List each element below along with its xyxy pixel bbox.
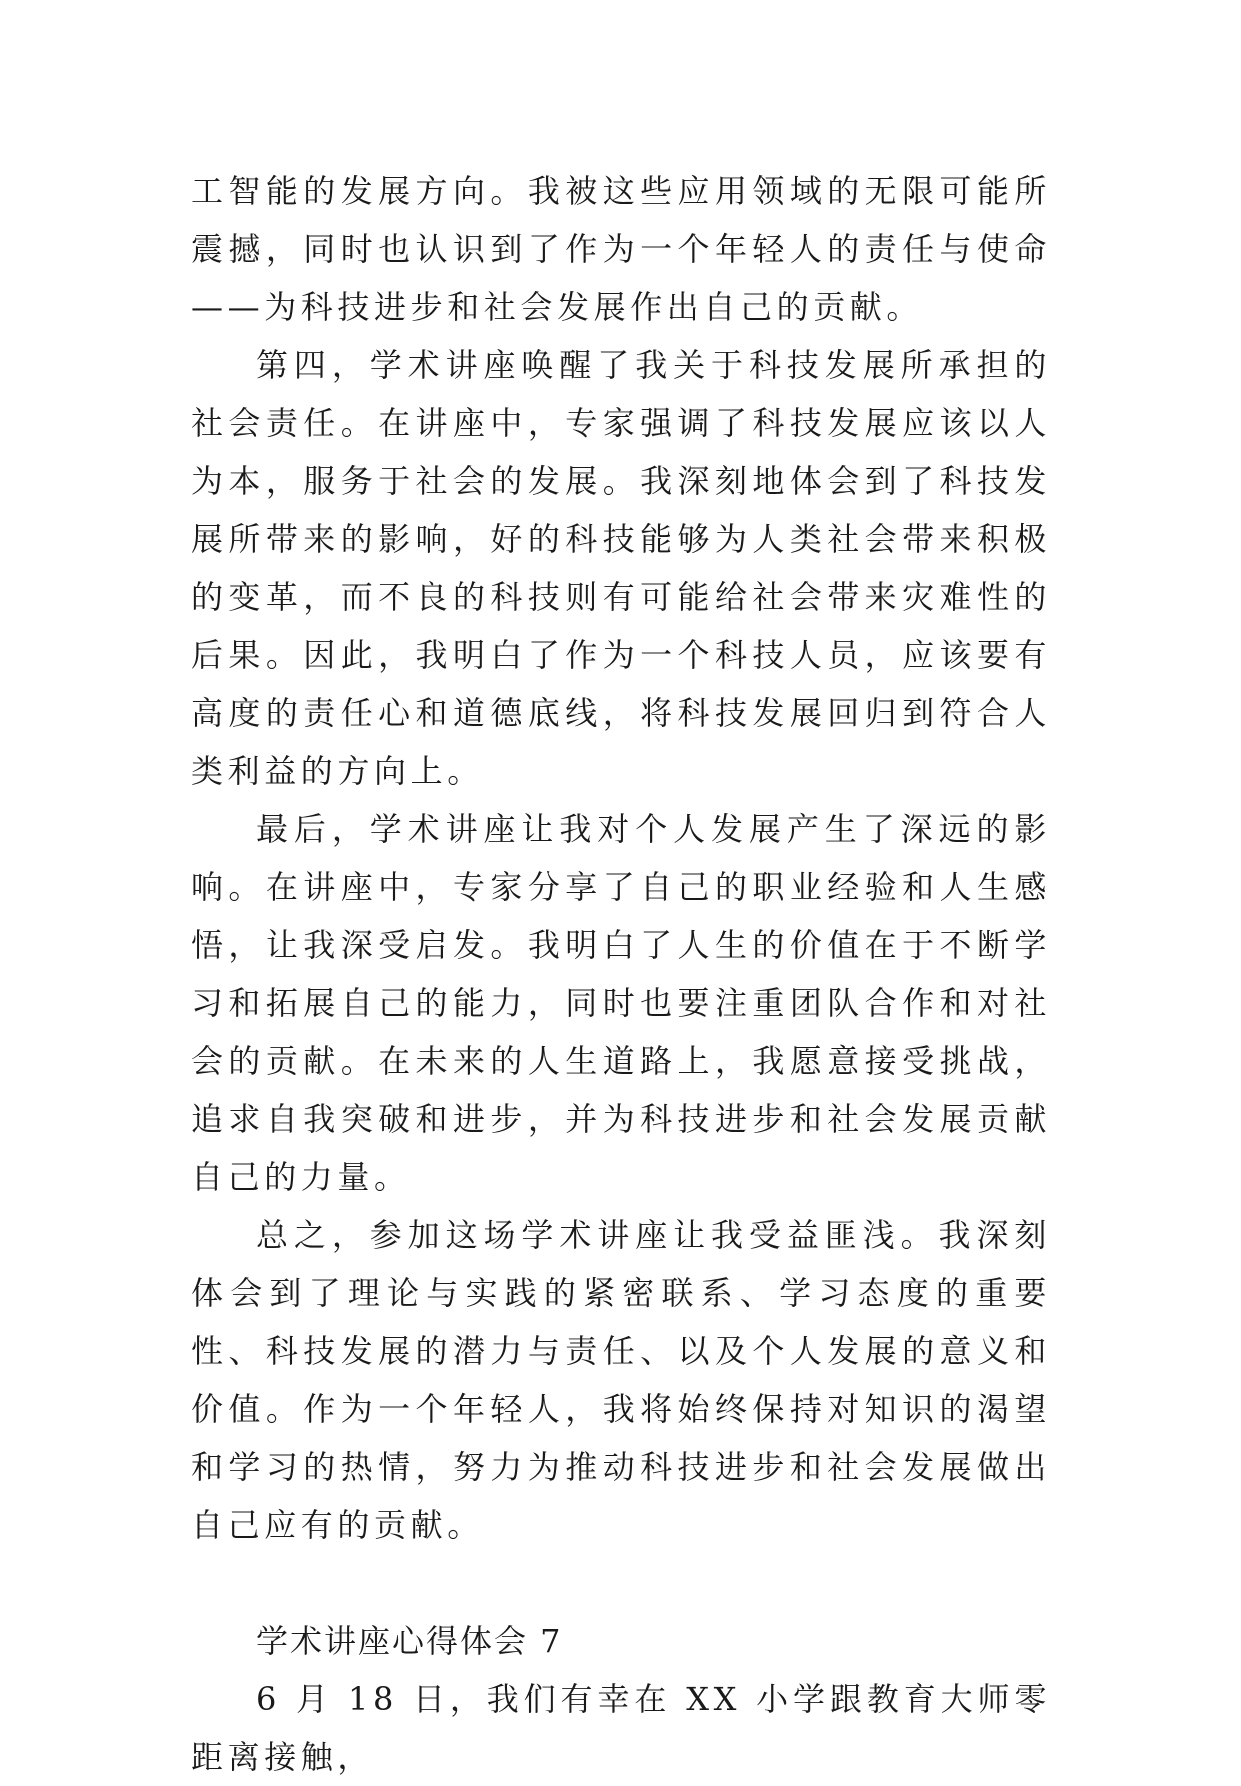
paragraph-fourth-point: 第四，学术讲座唤醒了我关于科技发展所承担的社会责任。在讲座中，专家强调了科技发展应该以人为本，服务于社会的发展。我深刻地体会到了科技发展所带来的影响，好的科技能够为人类社会带来积极的变革，而不良的科技则有可能给社会带来灾难性的后果。因此，我明白了作为一个科技人员，应该要有高度的责任心和道德底线，将科技发展回归到符合人类利益的方向上。 <box>191 346 1051 790</box>
paragraph-section-seven-start: 6 月 18 日，我们有幸在 XX 小学跟教育大师零距离接触， <box>191 1680 1051 1776</box>
document-body <box>191 162 1051 1786</box>
paragraph-continuation: 工智能的发展方向。我被这些应用领域的无限可能所震撼，同时也认识到了作为一个年轻人的责任与使命——为科技进步和社会发展作出自己的贡献。 <box>191 172 1051 326</box>
paragraph-finally: 最后，学术讲座让我对个人发展产生了深远的影响。在讲座中，专家分享了自己的职业经验和人生感悟，让我深受启发。我明白了人生的价值在于不断学习和拓展自己的能力，同时也要注重团队合作和对社会的贡献。在未来的人生道路上，我愿意接受挑战，追求自我突破和进步，并为科技进步和社会发展贡献自己的力量。 <box>191 810 1051 1196</box>
paragraph-conclusion: 总之，参加这场学术讲座让我受益匪浅。我深刻体会到了理论与实践的紧密联系、学习态度的重要性、科技发展的潜力与责任、以及个人发展的意义和价值。作为一个年轻人，我将始终保持对知识的渴望和学习的热情，努力为推动科技进步和社会发展做出自己应有的贡献。 <box>191 1216 1051 1544</box>
section-title: 学术讲座心得体会 7 <box>256 1622 563 1660</box>
